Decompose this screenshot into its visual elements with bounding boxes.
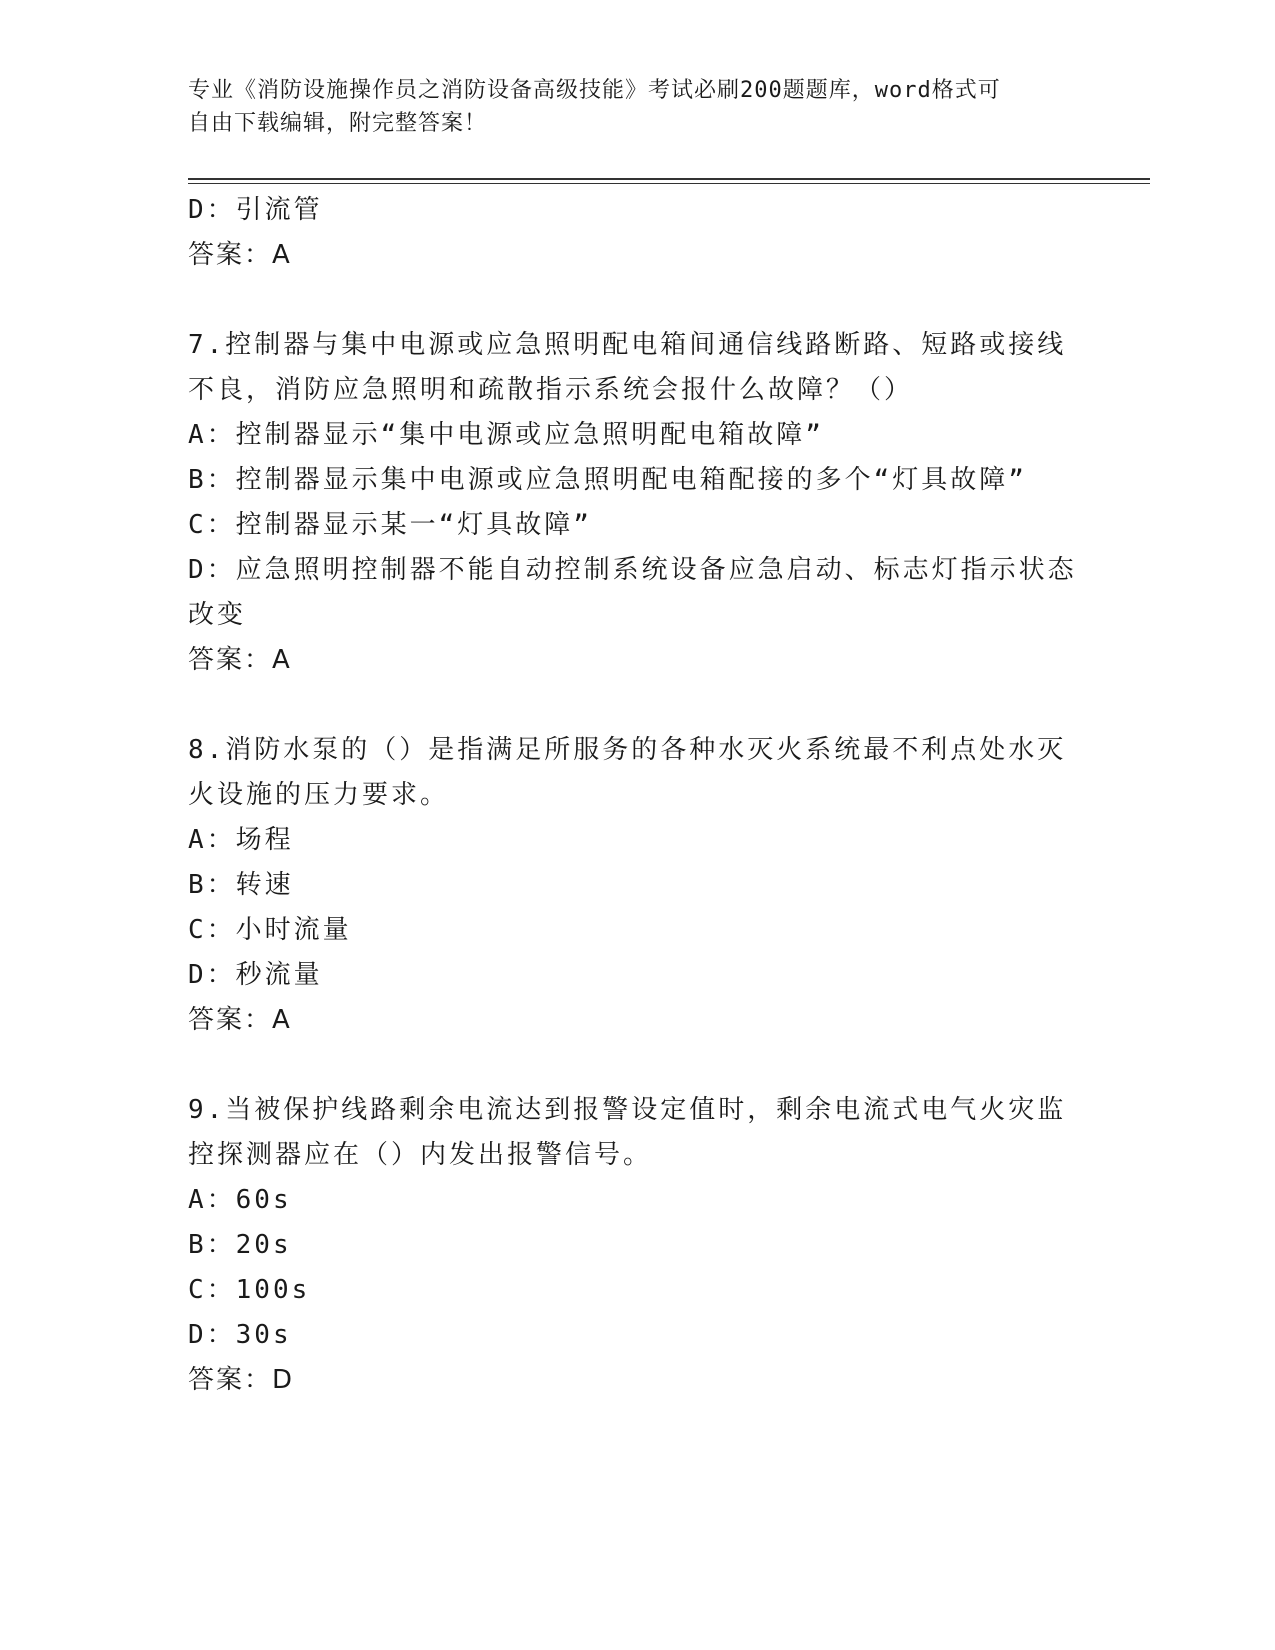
option-b: B：控制器显示集中电源或应急照明配电箱配接的多个“灯具故障” bbox=[188, 465, 1027, 495]
page-header bbox=[188, 74, 1068, 140]
option-a: A：场程 bbox=[188, 825, 294, 855]
header-divider-thick bbox=[188, 178, 1150, 180]
question-stem-continued: 火设施的压力要求。 bbox=[188, 780, 450, 810]
option-b: B：转速 bbox=[188, 870, 294, 900]
option-c: C：控制器显示某一“灯具故障” bbox=[188, 510, 592, 540]
header-divider-thin bbox=[188, 183, 1150, 184]
option-c: C：小时流量 bbox=[188, 915, 352, 945]
option-d: D：秒流量 bbox=[188, 960, 323, 990]
question-stem: 9.当被保护线路剩余电流达到报警设定值时，剩余电流式电气火灾监 bbox=[188, 1095, 1067, 1125]
spacer bbox=[188, 1043, 1088, 1088]
header-line-1: 专业《消防设施操作员之消防设备高级技能》考试必刷200题题库，word格式可 bbox=[188, 78, 1001, 103]
question-9 bbox=[188, 1088, 1088, 1403]
previous-question-tail bbox=[188, 188, 1088, 278]
question-7 bbox=[188, 323, 1088, 683]
header-line-2: 自由下载编辑，附完整答案！ bbox=[188, 111, 488, 136]
answer: 答案：A bbox=[188, 645, 292, 675]
option-a: A：60s bbox=[188, 1185, 292, 1215]
option-d: D：应急照明控制器不能自动控制系统设备应急启动、标志灯指示状态 bbox=[188, 555, 1077, 585]
question-stem: 7.控制器与集中电源或应急照明配电箱间通信线路断路、短路或接线 bbox=[188, 330, 1067, 360]
option-d: D：30s bbox=[188, 1320, 292, 1350]
option-d-continued: 改变 bbox=[188, 600, 247, 630]
option-b: B：20s bbox=[188, 1230, 292, 1260]
option-c: C：100s bbox=[188, 1275, 311, 1305]
option-d: D：引流管 bbox=[188, 195, 323, 225]
spacer bbox=[188, 683, 1088, 728]
answer: 答案：A bbox=[188, 1005, 292, 1035]
question-stem-continued: 控探测器应在（）内发出报警信号。 bbox=[188, 1140, 653, 1170]
answer: 答案：A bbox=[188, 240, 292, 270]
answer: 答案：D bbox=[188, 1365, 295, 1395]
question-stem-continued: 不良，消防应急照明和疏散指示系统会报什么故障？（） bbox=[188, 375, 914, 405]
spacer bbox=[188, 278, 1088, 323]
document-body bbox=[188, 188, 1088, 1403]
question-8 bbox=[188, 728, 1088, 1043]
option-a: A：控制器显示“集中电源或应急照明配电箱故障” bbox=[188, 420, 824, 450]
question-stem: 8.消防水泵的（）是指满足所服务的各种水灭火系统最不利点处水灭 bbox=[188, 735, 1067, 765]
